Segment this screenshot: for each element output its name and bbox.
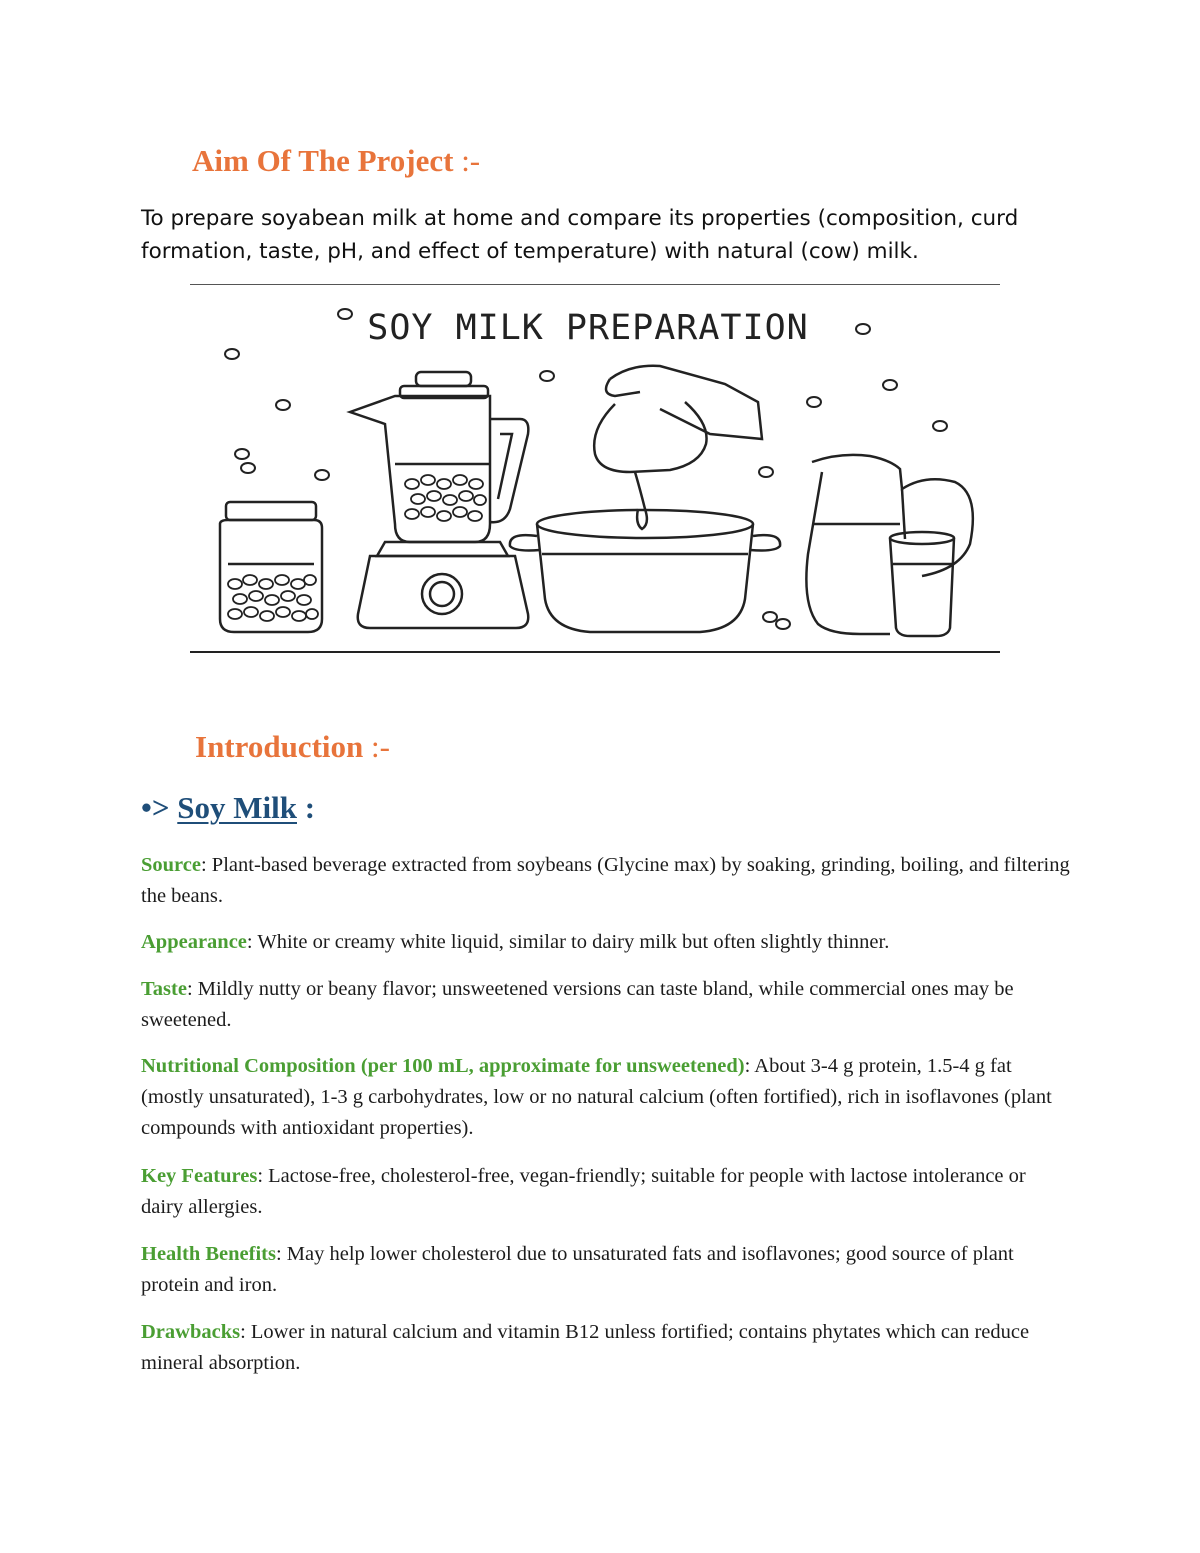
strainer-bag-drawing	[594, 366, 762, 529]
figure-bottom-rule	[190, 651, 1000, 653]
aim-heading	[192, 143, 480, 179]
drawbacks-paragraph	[141, 1317, 1071, 1379]
introduction-heading-separator: :-	[363, 729, 390, 764]
appearance-label: Appearance	[141, 931, 247, 953]
aim-heading-separator: :-	[453, 143, 481, 178]
beans-decoration	[225, 309, 947, 629]
aim-text: To prepare soyabean milk at home and compare its properties (composition, curd formation, taste, pH, and effect of temperature) with natural (cow) milk.	[141, 206, 1019, 264]
soy-milk-subheading	[141, 790, 315, 826]
source-label: Source	[141, 854, 201, 876]
subheading-suffix: :	[297, 790, 316, 825]
health-benefits-label: Health Benefits	[141, 1243, 276, 1265]
appearance-text: : White or creamy white liquid, similar to dairy milk but often slightly thinner.	[246, 931, 890, 953]
nutrition-label: Nutritional Composition (per 100 mL, approximate for unsweetened)	[141, 1055, 745, 1077]
soy-milk-link[interactable]: Soy Milk	[177, 790, 297, 825]
figure-title: SOY MILK PREPARATION	[367, 308, 809, 348]
soy-milk-illustration	[190, 284, 1000, 654]
health-benefits-paragraph	[141, 1239, 1071, 1301]
subheading-prefix: •>	[141, 790, 178, 825]
glass-drawing	[890, 532, 954, 636]
blender-beans	[405, 475, 486, 521]
drawbacks-label: Drawbacks	[141, 1321, 241, 1343]
drawbacks-text: : Lower in natural calcium and vitamin B12 unless fortified; contains phytates which can reduce mineral absorption.	[141, 1321, 1030, 1374]
taste-paragraph	[141, 974, 1071, 1036]
aim-heading-text: Aim Of The Project	[192, 143, 454, 178]
introduction-heading	[195, 729, 390, 765]
nutrition-paragraph	[141, 1051, 1071, 1144]
taste-label: Taste	[141, 978, 187, 1000]
key-features-text: : Lactose-free, cholesterol-free, vegan-friendly; suitable for people with lactose intolerance or dairy allergies.	[141, 1165, 1026, 1218]
nutrition-text: : About 3-4 g protein, 1.5-4 g fat (mostly unsaturated), 1-3 g carbohydrates, low or no natural calcium (often fortified), rich in isoflavones (plant compounds with antioxidant properties).	[141, 1055, 1052, 1139]
source-text: : Plant-based beverage extracted from soybeans (Glycine max) by soaking, grinding, boiling, and filtering the beans.	[141, 854, 1070, 907]
introduction-heading-text: Introduction	[195, 729, 364, 764]
health-benefits-text: : May help lower cholesterol due to unsaturated fats and isoflavones; good source of plant protein and iron.	[141, 1243, 1014, 1296]
source-paragraph	[141, 850, 1071, 912]
pot-drawing	[510, 510, 780, 632]
taste-text: : Mildly nutty or beany flavor; unsweetened versions can taste bland, while commercial ones may be sweetened.	[141, 978, 1014, 1031]
key-features-paragraph	[141, 1161, 1071, 1223]
key-features-label: Key Features	[141, 1165, 258, 1187]
jar-beans	[228, 575, 318, 621]
appearance-paragraph	[141, 927, 1071, 958]
